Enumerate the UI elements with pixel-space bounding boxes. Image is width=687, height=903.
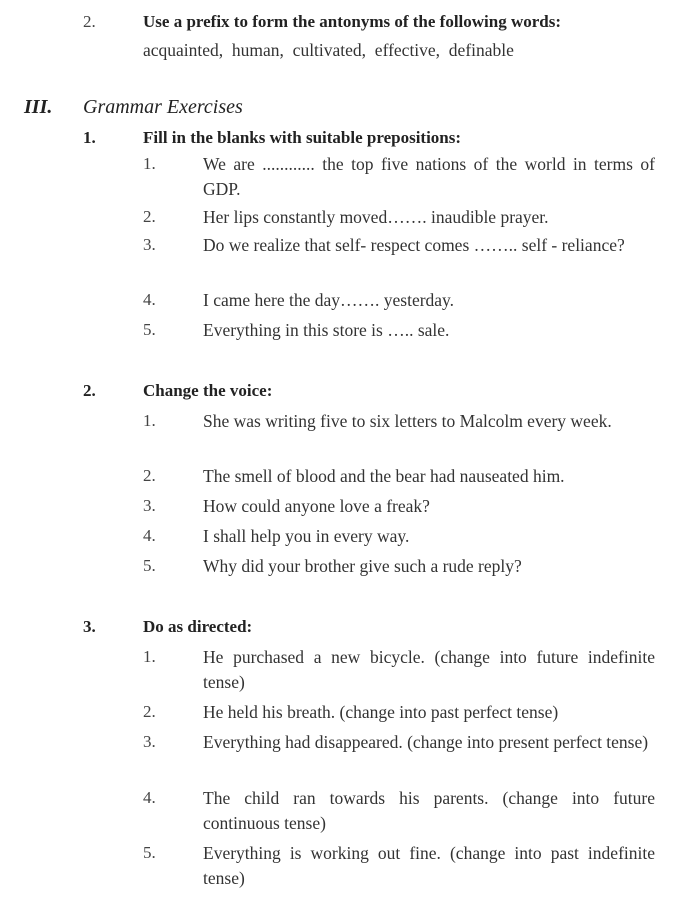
exercise-number: 2.	[83, 381, 96, 400]
item-number: 3.	[143, 496, 156, 515]
item-number: 4.	[143, 788, 156, 807]
exercise-item: I came here the day……. yesterday.	[203, 290, 455, 310]
item-number: 1.	[143, 411, 156, 430]
item-number: 5.	[143, 556, 156, 575]
exercise-item: Everything in this store is ….. sale.	[203, 320, 450, 340]
item-number: 2.	[143, 702, 156, 721]
section-title: Grammar Exercises	[83, 96, 243, 118]
exercise-item: She was writing five to six letters to Malcolm every week.	[203, 411, 612, 431]
exercise-item: He held his breath. (change into past perfect tense)	[203, 702, 559, 722]
antonym-word-list: acquainted, human, cultivated, effective, definable	[143, 40, 514, 60]
exercise-item: Everything had disappeared. (change into present perfect tense)	[203, 732, 649, 752]
exercise-item: I shall help you in every way.	[203, 526, 410, 546]
item-number: 1.	[143, 154, 156, 173]
exercise-item: We are ............ the top five nations of the world in terms of GDP.	[203, 154, 655, 199]
item-number: 1.	[143, 647, 156, 666]
item-number: 5.	[143, 843, 156, 862]
exercise-item: Everything is working out fine. (change into past indefinite tense)	[203, 843, 655, 888]
exercise-heading: Do as directed:	[143, 617, 253, 636]
exercise-item: Why did your brother give such a rude reply?	[203, 556, 522, 576]
exercise-item: The child ran towards his parents. (change into future continuous tense)	[203, 788, 655, 833]
item-number: 2.	[143, 207, 156, 226]
item-number: 4.	[143, 290, 156, 309]
item-number: 4.	[143, 526, 156, 545]
item-number: 2.	[143, 466, 156, 485]
exercise-number: 1.	[83, 128, 96, 147]
exercise-heading: Change the voice:	[143, 381, 273, 400]
exercise-item: Do we realize that self- respect comes …….. self - reliance?	[203, 235, 625, 255]
exercise-item: Her lips constantly moved……. inaudible prayer.	[203, 207, 549, 227]
item-number: 3.	[143, 235, 156, 254]
exercise-item: He purchased a new bicycle. (change into future indefinite tense)	[203, 647, 655, 692]
exercise-number: 3.	[83, 617, 96, 636]
exercise-heading: Fill in the blanks with suitable prepositions:	[143, 128, 462, 147]
exercise-item: How could anyone love a freak?	[203, 496, 430, 516]
section-roman-numeral: III.	[24, 96, 53, 118]
exercise-item: The smell of blood and the bear had nauseated him.	[203, 466, 565, 486]
question-instruction: Use a prefix to form the antonyms of the following words:	[143, 12, 562, 31]
item-number: 5.	[143, 320, 156, 339]
question-number: 2.	[83, 12, 96, 31]
item-number: 3.	[143, 732, 156, 751]
